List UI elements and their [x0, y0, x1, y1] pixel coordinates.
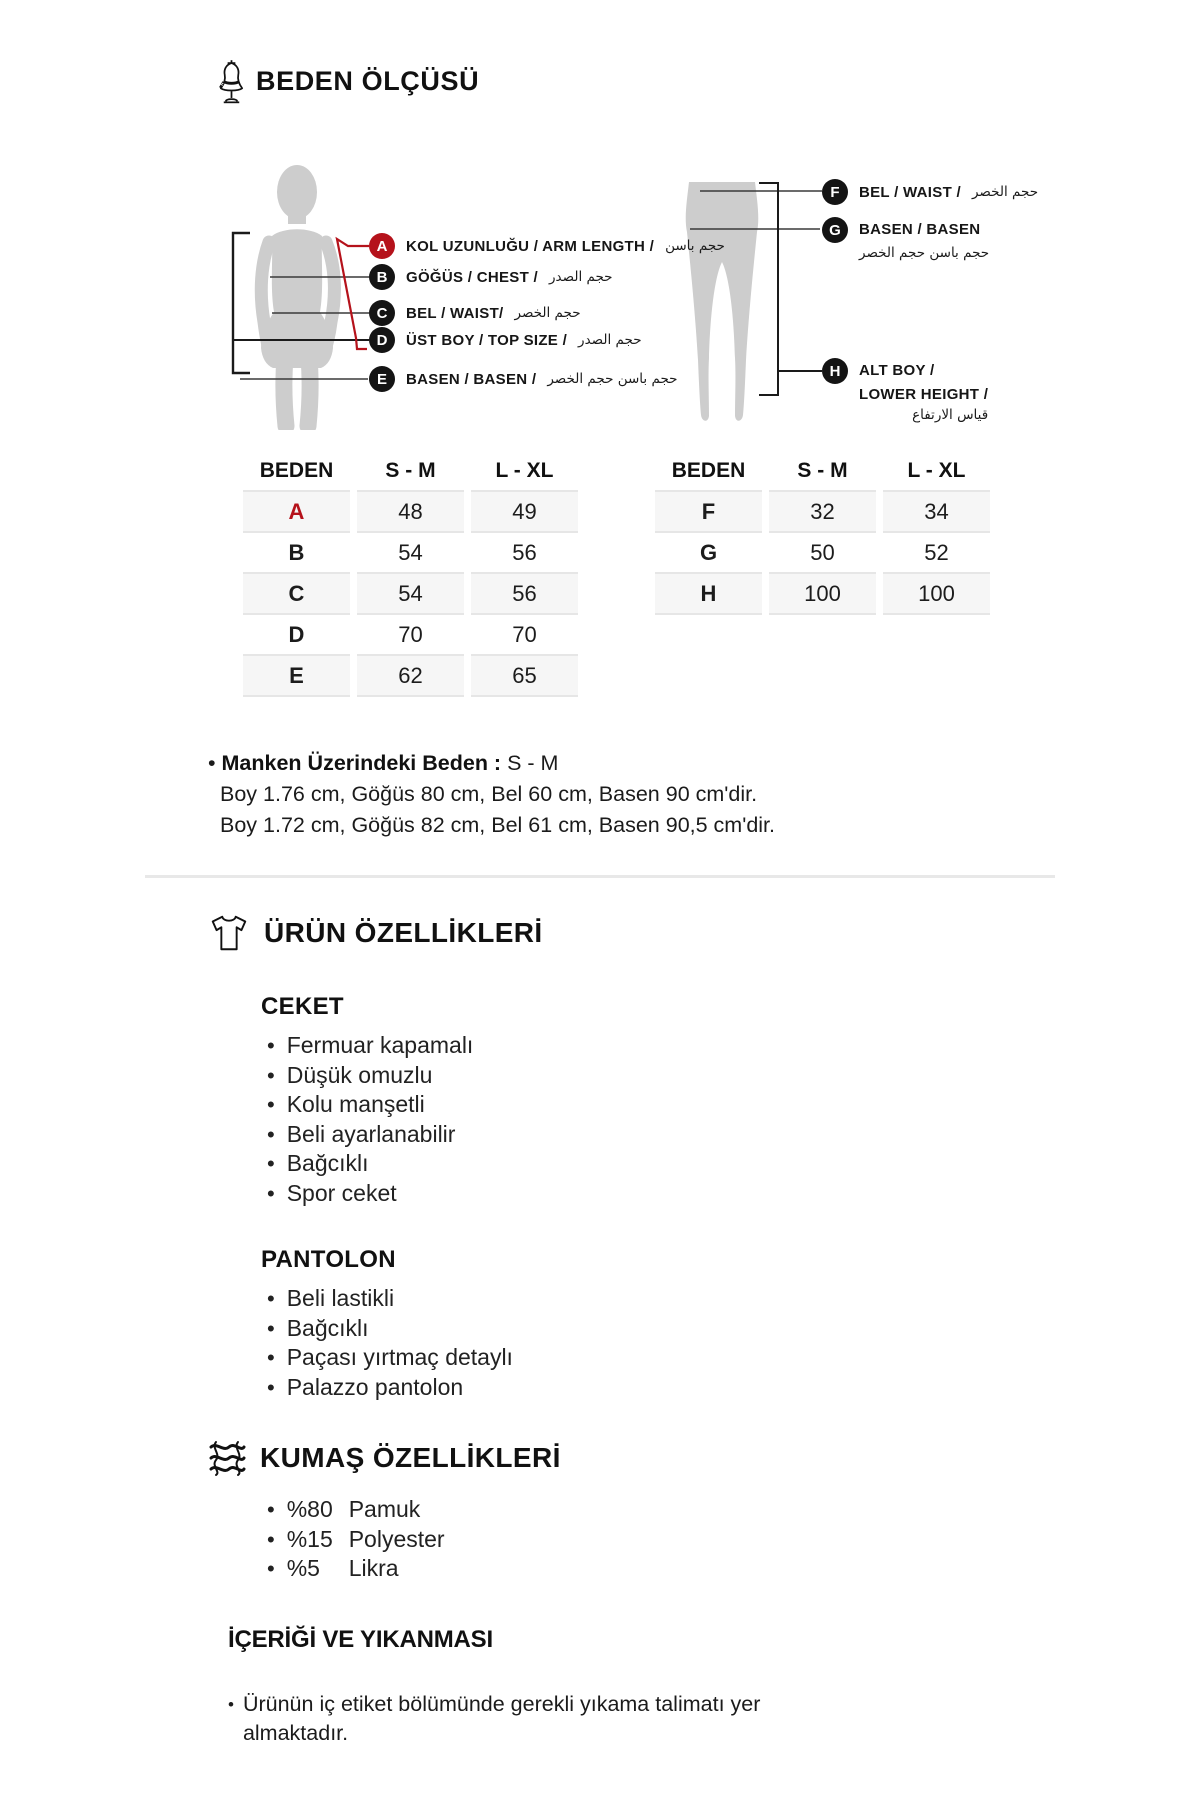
badge-d: D — [369, 327, 395, 353]
bullet: • — [267, 1526, 275, 1552]
bullet: • — [267, 1151, 275, 1176]
label-e-arabic: حجم باسن حجم الخصر — [547, 371, 678, 387]
list-item: • Beli ayarlanabilir — [267, 1120, 881, 1150]
table-cell: 49 — [471, 490, 578, 531]
col-header: S - M — [385, 459, 436, 482]
table-cell: 65 — [471, 654, 578, 697]
bullet: • — [267, 1374, 275, 1400]
list-item: • Beli lastikli — [267, 1284, 881, 1314]
bullet: • — [228, 1695, 234, 1714]
table-cell: 70 — [357, 613, 464, 654]
bullet: • — [267, 1286, 275, 1311]
care-section — [228, 1626, 788, 1748]
list-item: • %15 Polyester — [267, 1525, 761, 1555]
measure-label-f — [822, 179, 1038, 205]
label-g-arabic: حجم باسن حجم الخصر — [859, 245, 990, 261]
group-title-pants: PANTOLON — [261, 1246, 396, 1273]
table-cell: 34 — [883, 490, 990, 531]
table-cell: B — [243, 531, 350, 572]
size-chart-header — [216, 58, 479, 105]
section-divider — [145, 875, 1055, 878]
table-row — [655, 572, 990, 613]
care-title: İÇERİĞİ VE YIKANMASI — [228, 1626, 493, 1653]
badge-c: C — [369, 300, 395, 326]
badge-e: E — [369, 366, 395, 392]
badge-a: A — [369, 233, 395, 259]
table-cell: 56 — [471, 572, 578, 613]
label-e-text: BASEN / BASEN / — [406, 370, 537, 388]
bullet: • — [267, 1092, 275, 1117]
label-c-text: BEL / WAIST/ — [406, 304, 504, 322]
table-row — [243, 613, 578, 654]
table-cell: F — [655, 490, 762, 531]
care-text: Ürünün iç etiket bölümünde gerekli yıkama talimatı yer almaktadır. — [242, 1692, 761, 1745]
table-cell: 54 — [357, 531, 464, 572]
table-cell: 100 — [769, 572, 876, 615]
bullet: • — [267, 1062, 275, 1088]
fabric-body — [261, 1495, 761, 1584]
table-cell: 48 — [357, 490, 464, 531]
list-item: • Spor ceket — [267, 1179, 881, 1209]
model-size-value: S - M — [507, 751, 559, 775]
badge-g: G — [822, 217, 848, 243]
table-cell: 62 — [357, 654, 464, 697]
model-size-note — [196, 748, 956, 841]
table-cell: C — [243, 572, 350, 613]
jacket-feature-list — [261, 1031, 881, 1208]
lower-body-figure — [680, 170, 830, 430]
list-item: • Bağcıklı — [267, 1314, 881, 1344]
table-cell: 100 — [883, 572, 990, 615]
list-item: • Paçası yırtmaç detaylı — [267, 1343, 881, 1373]
list-item: • Düşük omuzlu — [267, 1061, 881, 1091]
measure-label-d — [369, 327, 642, 353]
list-item: • Bağcıklı — [267, 1149, 881, 1179]
table-header-row — [655, 452, 990, 490]
features-body — [261, 993, 881, 1402]
table-row — [243, 531, 578, 572]
col-header: L - XL — [495, 459, 554, 482]
label-f-arabic: حجم الخصر — [971, 184, 1039, 200]
features-header — [207, 912, 543, 954]
col-header: BEDEN — [671, 459, 746, 482]
table-cell: H — [655, 572, 762, 615]
care-item — [228, 1690, 788, 1748]
table-row — [243, 490, 578, 531]
pants-feature-list — [261, 1284, 881, 1402]
table-row — [655, 531, 990, 572]
bullet: • — [267, 1345, 275, 1370]
table-cell: E — [243, 654, 350, 697]
table-cell: G — [655, 531, 762, 572]
col-header: S - M — [797, 459, 848, 482]
label-h-text-2: LOWER HEIGHT / — [859, 386, 989, 403]
model-measurements-2: Boy 1.72 cm, Göğüs 82 cm, Bel 61 cm, Basen 90,5 cm'dir. — [220, 813, 776, 837]
bullet: • — [208, 751, 222, 775]
measure-label-e — [369, 366, 678, 392]
table-cell: D — [243, 613, 350, 654]
bullet: • — [267, 1180, 275, 1206]
table-row — [243, 572, 578, 613]
label-g-text: BASEN / BASEN — [859, 221, 981, 238]
list-item: • Fermuar kapamalı — [267, 1031, 881, 1061]
fabric-list — [261, 1495, 761, 1584]
bullet: • — [267, 1121, 275, 1147]
fabric-weave-icon — [207, 1438, 247, 1478]
col-header: L - XL — [907, 459, 966, 482]
badge-b: B — [369, 264, 395, 290]
model-size-label: Manken Üzerindeki Beden : — [221, 751, 502, 775]
features-title: ÜRÜN ÖZELLİKLERİ — [264, 917, 543, 948]
label-c-arabic: حجم الخصر — [514, 305, 581, 321]
bullet: • — [267, 1497, 275, 1522]
label-d-text: ÜST BOY / TOP SIZE / — [406, 331, 568, 349]
group-title-jacket: CEKET — [261, 993, 344, 1020]
measure-label-g — [822, 217, 989, 263]
list-item: • Palazzo pantolon — [267, 1373, 881, 1403]
table-cell: 32 — [769, 490, 876, 531]
table-cell: A — [243, 490, 350, 531]
bullet: • — [267, 1556, 275, 1581]
lower-size-table — [655, 452, 990, 613]
label-a-text: KOL UZUNLUĞU / ARM LENGTH / — [406, 237, 655, 255]
size-chart-title: BEDEN ÖLÇÜSÜ — [256, 66, 480, 96]
list-item: • Kolu manşetli — [267, 1090, 881, 1120]
label-h-arabic: قياس الارتفاع — [912, 407, 989, 423]
fabric-header — [207, 1438, 561, 1478]
model-size-line — [196, 748, 956, 779]
label-d-arabic: حجم الصدر — [578, 332, 642, 348]
measure-label-c — [369, 300, 581, 326]
table-cell: 56 — [471, 531, 578, 572]
bullet: • — [267, 1033, 275, 1058]
label-b-text: GÖĞÜS / CHEST / — [406, 268, 539, 286]
list-item: • %80 Pamuk — [267, 1495, 761, 1525]
table-cell: 50 — [769, 531, 876, 572]
measure-label-a — [369, 233, 725, 259]
label-h-text-1: ALT BOY / — [859, 362, 935, 379]
model-measurements-1: Boy 1.76 cm, Göğüs 80 cm, Bel 60 cm, Basen 90 cm'dir. — [220, 782, 758, 806]
badge-h: H — [822, 358, 848, 384]
upper-body-figure — [225, 160, 385, 430]
list-item: • %5 Likra — [267, 1554, 761, 1584]
upper-size-table — [243, 452, 578, 695]
mannequin-icon — [216, 58, 247, 105]
table-row — [243, 654, 578, 695]
measure-label-b — [369, 264, 613, 290]
col-header: BEDEN — [259, 459, 334, 482]
label-b-arabic: حجم الصدر — [549, 269, 613, 285]
table-cell: 70 — [471, 613, 578, 654]
table-header-row — [243, 452, 578, 490]
measure-label-h — [822, 358, 988, 425]
label-f-text: BEL / WAIST / — [859, 183, 961, 201]
fabric-title: KUMAŞ ÖZELLİKLERİ — [260, 1442, 561, 1473]
table-row — [655, 490, 990, 531]
badge-f: F — [822, 179, 848, 205]
table-cell: 54 — [357, 572, 464, 613]
tshirt-icon — [207, 912, 251, 954]
bullet: • — [267, 1315, 275, 1341]
table-cell: 52 — [883, 531, 990, 572]
label-a-arabic: حجم باسن — [665, 238, 725, 254]
